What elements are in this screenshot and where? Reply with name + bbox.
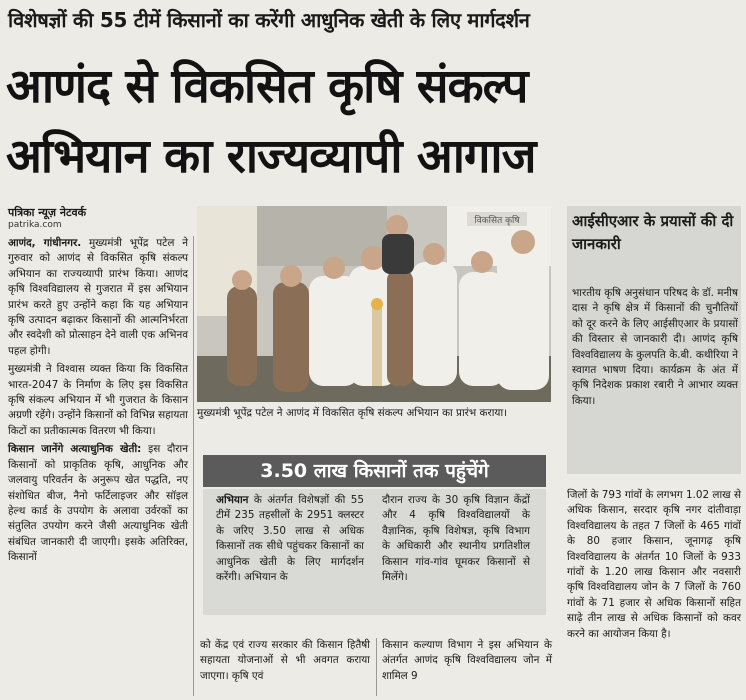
box-column-left: अभियान के अंतर्गत विशेषज्ञों की 55 टीमें 235 तहसीलों के 2951 क्लस्टर के जरिए 3.50 लाख से अधिक किसानों तक सीधे पहुंचकर किसानों का आधुनिक खेती के लिए मार्गदर्शन करेंगी। अभियान के [216, 494, 364, 584]
box-lead-word: अभियान [216, 494, 249, 506]
photo-illustration [197, 206, 551, 402]
kicker-headline: विशेषज्ञों की 55 टीमें किसानों का करेंगी आधुनिक खेती के लिए मार्गदर्शन [8, 8, 530, 32]
sidebar-body: भारतीय कृषि अनुसंधान परिषद के डॉ. मनीष दास ने कृषि क्षेत्र में किसानों की चुनौतियों को दूर करने के लिए आईसीएआर के प्रयासों की विस्तार से जानकारी दी। आणंद कृषि विश्वविद्यालय के कुलपति के.बी. कथीरिया ने स्वागत भाषण दिया। कार्यक्रम के अंत में कृषि निदेशक प्रकाश रबारी ने आभार व्यक्त किया। [572, 287, 738, 407]
byline-agency: पत्रिका न्यूज़ नेटवर्क [8, 206, 87, 219]
headline-line-2: अभियान का राज्यव्यापी आगाज [6, 129, 536, 184]
paragraph-2: मुख्यमंत्री ने विश्वास व्यक्त किया कि विकसित भारत-2047 के निर्माण के लिए इस विकसित कृषि संकल्प अभियान में भी गुजरात के किसान अग्रणी रहेंगे। उन्होंने किसानों को विभिन्न सहायता किटों का प्रतीकात्मक वितरण भी किया। [8, 363, 188, 437]
lead-paragraph: आणंद, गांधीनगर. मुख्यमंत्री भूपेंद्र पटेल ने गुरुवार को आणंद से विकसित कृषि संकल्प अभियान का राज्यव्यापी प्रारंभ किया। आणंद कृषि विश्वविद्यालय से गुजरात में इस अभियान प्रारंभ करते हुए उन्होंने कहा कि यह अभियान कृषि उत्पादन बढ़ाकर किसानों की आत्मनिर्भरता और स्वदेशी को प्रोत्साहन देने वाली एक अभिनव पहल होगी। [8, 237, 189, 357]
sidebar-title: आईसीएआर के प्रयासों की दी जानकारी [572, 212, 734, 253]
photo-caption: मुख्यमंत्री भूपेंद्र पटेल ने आणंद में विकसित कृषि संकल्प अभियान का प्रारंभ कराया। [197, 407, 508, 419]
dateline: आणंद, गांधीनगर. [8, 237, 82, 249]
headline-line-1: आणंद से विकसित कृषि संकल्प [6, 59, 528, 114]
column-divider [193, 236, 194, 696]
column-divider-2 [376, 638, 377, 696]
paragraph-3: किसान जानेंगे अत्याधुनिक खेती: इस दौरान किसानों को प्राकृतिक कृषि, आधुनिक और जलवायु परिवर्तन के अनुरूप खेत पद्धति, नए संशोधित बीज, नैनो फर्टिलाइजर और सॉइल हेल्थ कार्ड के उपयोग के अलावा उर्वरकों का संतुलित उपयोग करने जैसी अत्याधुनिक खेती संबंधित जानकारी दी जाएगी। इसके अतिरिक्त, किसानों [8, 443, 188, 564]
box-column-right: दौरान राज्य के 30 कृषि विज्ञान केंद्रों और 4 कृषि विश्वविद्यालयों के वैज्ञानिक, कृषि विशेषज्ञ, कृषि विभाग के अधिकारी और स्थानीय प्रगतिशील किसान गांव-गांव घूमकर किसानों से मिलेंगे। [382, 494, 530, 584]
column-3-bottom: किसान कल्याण विभाग ने इस अभियान के अंतर्गत आणंद कृषि विश्वविद्यालय जोन में शामिल 9 [382, 639, 552, 682]
column-1 [8, 236, 188, 569]
main-headline [6, 52, 740, 192]
photo-backdrop-text: विकसित कृषि [474, 216, 520, 226]
section-banner: 3.50 लाख किसानों तक पहुंचेंगे [203, 455, 546, 487]
subhead-modern-farming: किसान जानेंगे अत्याधुनिक खेती: [8, 443, 142, 456]
event-photo [197, 206, 551, 402]
byline-site: patrika.com [8, 220, 62, 230]
column-4: जिलों के 793 गांवों के लगभग 1.02 लाख से अधिक किसान, सरदार कृषि नगर दांतीवाड़ा विश्वविद्यालय के तहत 7 जिलों के 465 गांवों के 80 हजार किसान, जूनागढ़ कृषि विश्वविद्यालय के अंतर्गत 10 जिलों के 933 गांवों के 1.20 लाख किसान और नवसारी कृषि विश्वविद्यालय जोन के 7 जिलों के 760 गांवों के 71 हजार से अधिक किसानों सहित साढ़े तीन लाख से अधिक किसानों को कवर करने का आयोजन किया है। [567, 489, 741, 640]
column-2-bottom: को केंद्र एवं राज्य सरकार की किसान हितैषी सहायता योजनाओं से भी अवगत कराया जाएगा। कृषि एवं [200, 639, 370, 682]
